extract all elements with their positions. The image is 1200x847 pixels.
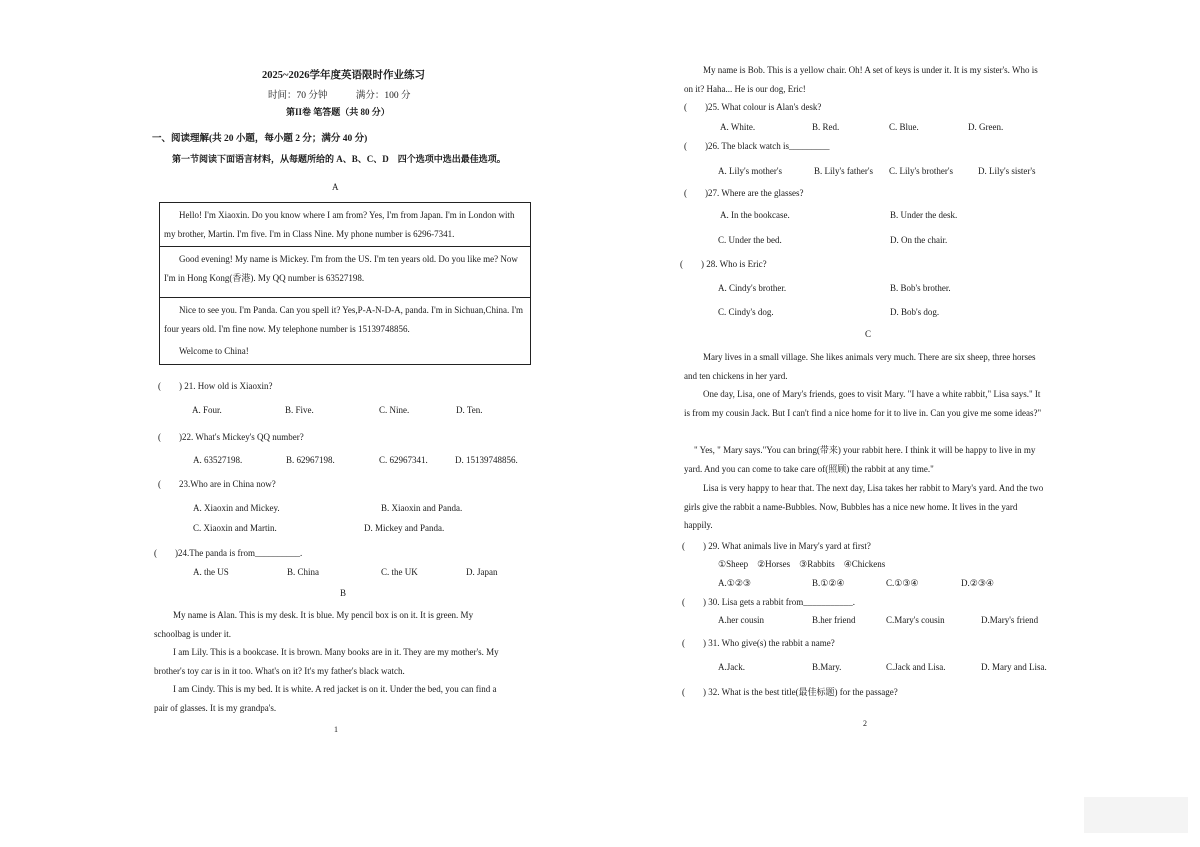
passage-c-para-4: Lisa is very happy to hear that. The next day, Lisa takes her rabbit to Mary's yard. And the two girls give the rabbit a name-Bubbles. Now, Bubbles has a nice new home. It lives in the yard happily. bbox=[684, 483, 1044, 530]
page-number-1: 1 bbox=[334, 725, 338, 734]
exam-page-2 bbox=[600, 0, 1200, 847]
q29-choices: ①Sheep ②Horses ③Rabbits ④Chickens bbox=[718, 559, 886, 569]
q25-stem: ( )25. What colour is Alan's desk? bbox=[684, 102, 822, 112]
q30-option-c: C.Mary's cousin bbox=[886, 615, 945, 625]
passage-c-para-1: Mary lives in a small village. She likes animals very much. There are six sheep, three horses and ten chickens in her yard. bbox=[684, 352, 1036, 381]
q29-option-d: D.②③④ bbox=[961, 578, 994, 588]
passage-c-para-3: " Yes, " Mary says."You can bring(带来) your rabbit here. I think it will be happy to live in my yard. And you can come to take care of(照顾) the rabbit at any time." bbox=[684, 445, 1036, 474]
q23-option-c: C. Xiaoxin and Martin. bbox=[193, 523, 277, 533]
q28-option-b: B. Bob's brother. bbox=[890, 283, 951, 293]
q29-option-a: A.①②③ bbox=[718, 578, 751, 588]
q21-option-d: D. Ten. bbox=[456, 405, 483, 415]
passage-a-box-1-text: Hello! I'm Xiaoxin. Do you know where I am from? Yes, I'm from Japan. I'm in London with my brother, Martin. I'm five. I'm in Class Nine. My phone number is 6296-7341. bbox=[164, 210, 515, 239]
passage-c-label: C bbox=[865, 329, 872, 339]
exam-title: 2025~2026学年度英语限时作业练习 bbox=[262, 70, 425, 81]
passage-a-table bbox=[159, 202, 531, 365]
q24-option-c: C. the UK bbox=[381, 567, 418, 577]
section-instruction: 第一节阅读下面语言材料，从每题所给的 A、B、C、D 四个选项中选出最佳选项。 bbox=[172, 154, 506, 164]
passage-a-label: A bbox=[332, 182, 339, 192]
q24-stem: ( )24.The panda is from__________. bbox=[154, 548, 303, 558]
q30-option-a: A.her cousin bbox=[718, 615, 764, 625]
q29-option-c: C.①③④ bbox=[886, 578, 919, 588]
q22-option-a: A. 63527198. bbox=[193, 455, 243, 465]
welcome-line: Welcome to China! bbox=[179, 346, 249, 356]
passage-b-para-1: My name is Alan. This is my desk. It is blue. My pencil box is on it. It is green. My schoolbag is under it. bbox=[154, 610, 474, 639]
q25-option-d: D. Green. bbox=[968, 122, 1004, 132]
q21-stem: ( ) 21. How old is Xiaoxin? bbox=[158, 381, 273, 391]
passage-a-box-3-text: Nice to see you. I'm Panda. Can you spell it? Yes,P-A-N-D-A, panda. I'm in Sichuan,China. I'm four years old. I'm fine now. My telephone number is 15139748856. bbox=[164, 305, 524, 334]
q22-option-b: B. 62967198. bbox=[286, 455, 335, 465]
passage-a-box-2-text: Good evening! My name is Mickey. I'm from the US. I'm ten years old. Do you like me? Now I'm in Hong Kong(香港). My QQ number is 63527198. bbox=[164, 254, 518, 283]
q31-option-a: A.Jack. bbox=[718, 662, 745, 672]
q30-option-b: B.her friend bbox=[812, 615, 856, 625]
q31-option-b: B.Mary. bbox=[812, 662, 842, 672]
q27-option-b: B. Under the desk. bbox=[890, 210, 958, 220]
q28-option-c: C. Cindy's dog. bbox=[718, 307, 774, 317]
section-heading: 一、阅读理解(共 20 小题，每小题 2 分；满分 40 分) bbox=[152, 134, 368, 144]
q27-option-c: C. Under the bed. bbox=[718, 235, 782, 245]
q29-option-b: B.①②④ bbox=[812, 578, 845, 588]
q31-option-d: D. Mary and Lisa. bbox=[981, 662, 1047, 672]
q25-option-b: B. Red. bbox=[812, 122, 840, 132]
passage-a-box-3 bbox=[160, 298, 530, 364]
q29-stem: ( ) 29. What animals live in Mary's yard at first? bbox=[682, 541, 871, 551]
scan-corner-shade bbox=[1084, 797, 1188, 833]
q24-option-a: A. the US bbox=[193, 567, 229, 577]
passage-b-label: B bbox=[340, 588, 347, 598]
q26-option-a: A. Lily's mother's bbox=[718, 166, 782, 176]
q26-option-d: D. Lily's sister's bbox=[978, 166, 1036, 176]
q26-option-b: B. Lily's father's bbox=[814, 166, 873, 176]
q23-option-b: B. Xiaoxin and Panda. bbox=[381, 503, 463, 513]
q22-option-c: C. 62967341. bbox=[379, 455, 428, 465]
q25-option-a: A. White. bbox=[720, 122, 756, 132]
q23-option-a: A. Xiaoxin and Mickey. bbox=[193, 503, 280, 513]
passage-b-para-4: My name is Bob. This is a yellow chair. Oh! A set of keys is under it. It is my sister's. Who is on it? Haha... He is our dog, Eric! bbox=[684, 65, 1038, 94]
q21-option-a: A. Four. bbox=[192, 405, 222, 415]
passage-b-para-3: I am Cindy. This is my bed. It is white. A red jacket is on it. Under the bed, you can find a pair of glasses. It is my grandpa's. bbox=[154, 684, 497, 713]
page-number-2: 2 bbox=[863, 719, 867, 728]
part-heading: 第II卷 笔答题（共 80 分） bbox=[286, 107, 390, 117]
q31-stem: ( ) 31. Who give(s) the rabbit a name? bbox=[682, 638, 835, 648]
q26-stem: ( )26. The black watch is_________ bbox=[684, 141, 830, 151]
q24-option-d: D. Japan bbox=[466, 567, 498, 577]
q28-option-d: D. Bob's dog. bbox=[890, 307, 940, 317]
q28-option-a: A. Cindy's brother. bbox=[718, 283, 787, 293]
time-score-line: 时间：70 分钟 满分：100 分 bbox=[268, 91, 411, 101]
q27-option-a: A. In the bookcase. bbox=[720, 210, 790, 220]
passage-c-para-2: One day, Lisa, one of Mary's friends, goes to visit Mary. "I have a white rabbit," Lisa says." It is from my cousin Jack. But I can't find a nice home for it to live in. Can you give me some ideas?" bbox=[684, 389, 1042, 418]
q26-option-c: C. Lily's brother's bbox=[889, 166, 953, 176]
q24-option-b: B. China bbox=[287, 567, 320, 577]
q23-option-d: D. Mickey and Panda. bbox=[364, 523, 445, 533]
q22-option-d: D. 15139748856. bbox=[455, 455, 518, 465]
q28-stem: ( ) 28. Who is Eric? bbox=[680, 259, 767, 269]
q27-option-d: D. On the chair. bbox=[890, 235, 948, 245]
passage-a-box-1 bbox=[160, 203, 530, 247]
q32-stem: ( ) 32. What is the best title(最佳标题) for the passage? bbox=[682, 687, 898, 697]
passage-a-box-2 bbox=[160, 247, 530, 298]
q22-stem: ( )22. What's Mickey's QQ number? bbox=[158, 432, 304, 442]
q30-option-d: D.Mary's friend bbox=[981, 615, 1039, 625]
q30-stem: ( ) 30. Lisa gets a rabbit from___________. bbox=[682, 597, 855, 607]
q21-option-b: B. Five. bbox=[285, 405, 314, 415]
q21-option-c: C. Nine. bbox=[379, 405, 410, 415]
q23-stem: ( 23.Who are in China now? bbox=[158, 479, 276, 489]
passage-b-para-2: I am Lily. This is a bookcase. It is brown. Many books are in it. They are my mother's. My brother's toy car is in it too. What's on it? It's my father's black watch. bbox=[154, 647, 499, 676]
q31-option-c: C.Jack and Lisa. bbox=[886, 662, 946, 672]
q27-stem: ( )27. Where are the glasses? bbox=[684, 188, 804, 198]
q25-option-c: C. Blue. bbox=[889, 122, 919, 132]
